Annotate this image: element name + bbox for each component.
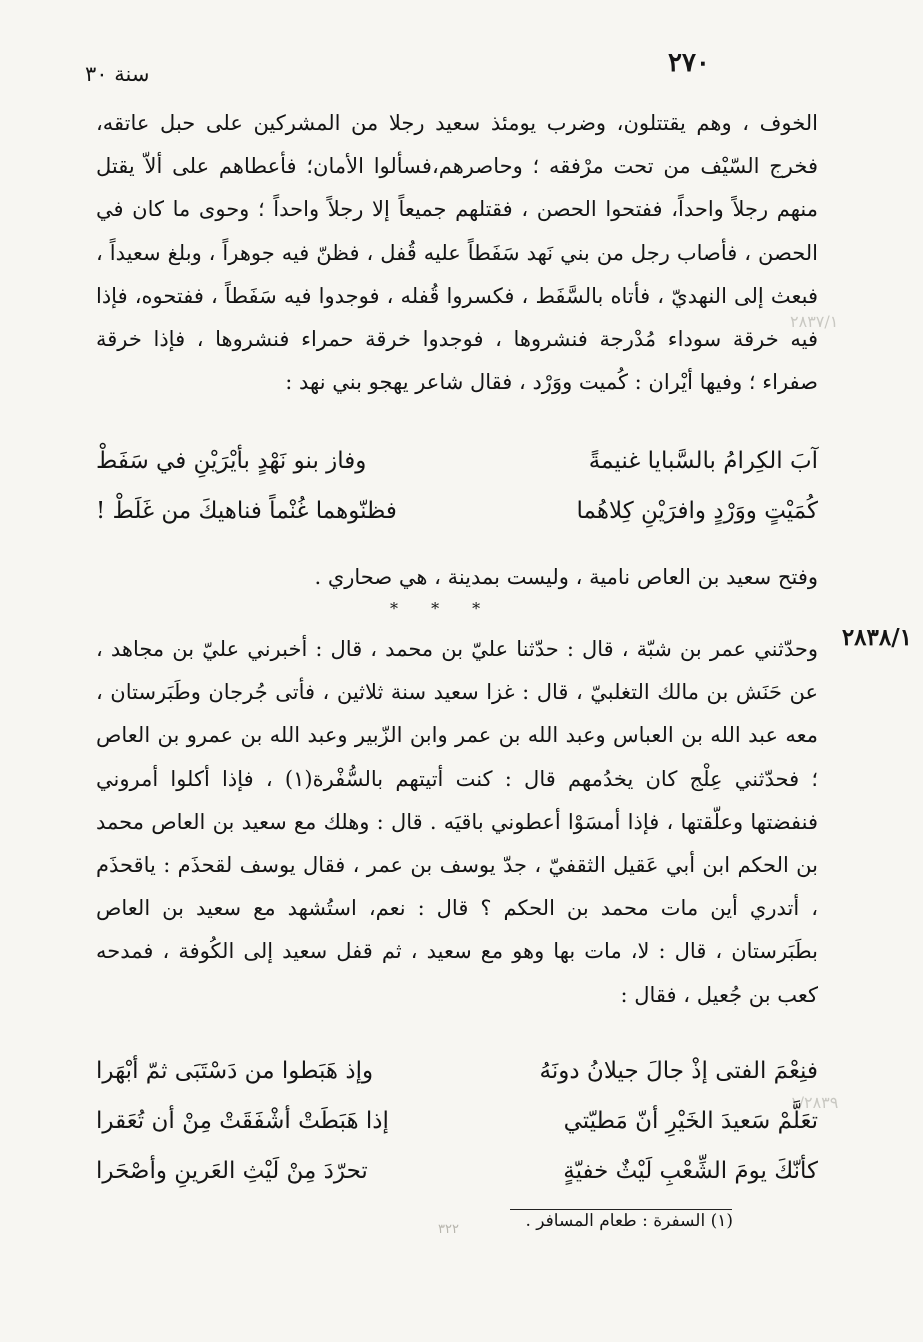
page-number: ٢٧٠ <box>668 48 710 78</box>
running-title: سنة ٣٠ <box>85 62 150 86</box>
paragraph-text: وحدّثني عمر بن شبّة ، قال : حدّثنا عليّ بن محمد ، قال : أخبرني عليّ بن مجاهد ، عن حَنَش بن مالك التغلبيّ ، قال : غزا سعيد سنة ثلاثين ، فأتى جُرجان وطَبَرستان ، معه عبد الله بن العباس وعبد الله بن عمر وابن الزّبير وعبد الله بن عمرو بن العاص ؛ فحدّثني عِلْج كان يخدُمهم قال : كنت أتيتهم بالسُّفْرة(١) ، فإذا أكلوا أمروني فنفضتها وعلّقتها ، فإذا أمسَوْا أعطوني باقيَه . قال : وهلك مع سعيد بن العاص محمد بن الحكم ابن أبي عَقيل الثقفيّ ، جدّ يوسف بن عمر ، فقال يوسف لقحذَم : ياقحذَم ، أتدري أين مات محمد بن الحكم ؟ قال : نعم، استُشهد مع سعيد بن العاص بطَبَرستان ، قال : لا، مات بها وهو مع سعيد ، ثم قفل سعيد إلى الكُوفة ، فمدحه كعب بن جُعيل ، فقال : <box>96 637 818 1007</box>
margin-reference-number: ٢٨٣٨/١ <box>841 624 912 651</box>
verse-second-hemistich: فظنّوهما غُنْماً فناهيكَ من غَلَطْ ! <box>96 498 397 524</box>
paragraph-2 <box>96 556 818 599</box>
verse-second-hemistich: تحرّدَ مِنْ لَيْثِ العَرينِ وأصْحَرا <box>96 1158 368 1184</box>
verse-line <box>96 436 818 486</box>
verse-first-hemistich: آبَ الكِرامُ بالسَّبايا غنيمةً <box>588 448 818 474</box>
verse-first-hemistich: تعَلَّمْ سَعيدَ الخَيْرِ أنّ مَطيّتي <box>563 1108 818 1134</box>
poem-1 <box>96 436 818 536</box>
footnote: (١) السفرة : طعام المسافر . <box>525 1211 733 1231</box>
paragraph-text: وفتح سعيد بن العاص نامية ، وليست بمدينة ، هي صحاري . <box>314 565 818 589</box>
paragraph-1 <box>96 102 818 404</box>
paragraph-3 <box>96 628 818 1017</box>
section-separator: * * * <box>390 599 495 618</box>
faint-margin-number-top: ٢٨٣٧/١ <box>790 312 839 331</box>
verse-second-hemistich: وفاز بنو نَهْدٍ بأيْرَيْنِ في سَفَطْ <box>96 448 367 474</box>
verse-second-hemistich: وإذ هَبَطوا من دَسْتَبَى ثمّ أبْهَرا <box>96 1058 374 1084</box>
poem-2 <box>96 1046 818 1196</box>
verse-line <box>96 1146 818 1196</box>
faint-margin-number-bottom: ١/٢٨٣٩ <box>790 1093 839 1112</box>
verse-line <box>96 1046 818 1096</box>
verse-second-hemistich: إذا هَبَطَتْ أشْفَقَتْ مِنْ أن تُعَقرا <box>96 1108 389 1134</box>
verse-first-hemistich: كُمَيْتٍ ووَرْدٍ وافرَيْنِ كِلاهُما <box>576 498 818 524</box>
verse-first-hemistich: كأنّكَ يومَ الشِّعْبِ لَيْثٌ خفيّةٍ <box>563 1158 818 1184</box>
verse-line <box>96 1096 818 1146</box>
verse-line <box>96 486 818 536</box>
footnote-divider <box>510 1209 732 1210</box>
paragraph-text: الخوف ، وهم يقتتلون، وضرب يومئذ سعيد رجلا من المشركين على حبل عاتقه، فخرج السّيْف من تحت مرْفقه ؛ وحاصرهم،فسألوا الأمان؛ فأعطاهم على ألاّ يقتل منهم رجلاً واحداً، ففتحوا الحصن ، فقتلهم جميعاً إلا رجلاً واحداً ؛ وحوى ما كان في الحصن ، فأصاب رجل من بني نَهد سَفَطاً عليه قُفل ، فظنّ فيه جوهراً ، وبلغ سعيداً ، فبعث إلى النهديّ ، فأتاه بالسَّفَط ، فكسروا قُفله ، فوجدوا فيه سَفَطاً ، ففتحوه، فإذا فيه خرقة سوداء مُدْرجة فنشروها ، فوجدوا خرقة حمراء فنشروها ، فإذا خرقة صفراء ؛ وفيها أيْران : كُميت ووَرْد ، فقال شاعر يهجو بني نهد : <box>96 111 818 395</box>
faint-page-mark: ٣٢٢ <box>438 1222 459 1237</box>
verse-first-hemistich: فنِعْمَ الفتى إذْ جالَ جيلانُ دونَهُ <box>539 1058 818 1084</box>
